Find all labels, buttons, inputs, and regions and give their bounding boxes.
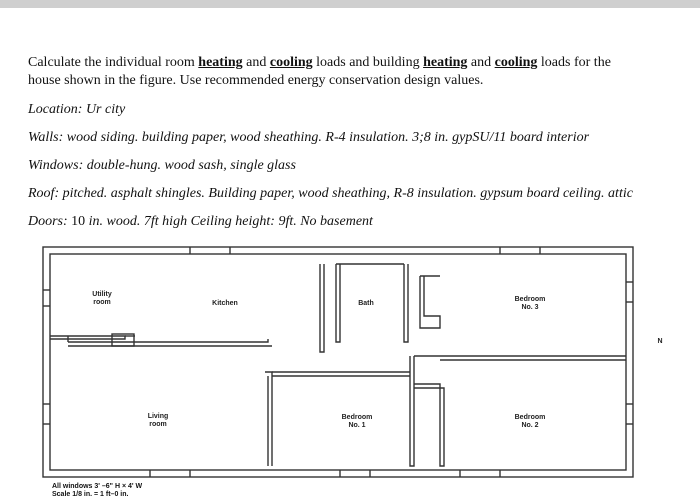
outer-wall [43,247,633,477]
living-room-label: Living room [147,413,169,428]
north-label: N [657,338,663,345]
text-segment: 10 [71,214,86,229]
cooling-keyword: cooling [494,55,538,70]
text-segment: house shown in the figure. Use recommended energy conservation design values. [28,73,484,88]
doors-line [28,213,678,231]
utility-wall [50,336,125,339]
bedroom-wall [410,356,414,466]
closet-wall [414,384,444,466]
cooling-keyword: cooling [269,55,313,70]
bath-wall [336,264,340,342]
bedroom1-label: Bedroom No. 1 [341,414,373,429]
closet-wall [420,276,440,328]
text-segment: Calculate the individual room [28,55,199,70]
utility-room-label: Utility room [92,291,112,306]
text-segment: loads for the [537,55,611,70]
location-line: Location: Ur city [28,102,126,117]
bedroom3-label: Bedroom No. 3 [514,296,546,311]
kitchen-label: Kitchen [212,300,238,307]
bath-wall [404,264,408,342]
roof-line: Roof: pitched. asphalt shingles. Building paper, wood sheathing, R-8 insulation. gypsum board ceiling. attic [28,186,633,201]
inner-wall [50,254,626,470]
text-segment: Doors: [28,214,72,229]
scale-note: Scale 1/8 in. = 1 ft–0 in. [52,491,129,498]
text-segment: in. wood. 7ft high Ceiling height: 9ft. No basement [85,214,373,229]
heating-keyword: heating [423,55,468,70]
text-segment: and [467,55,495,70]
text-segment: loads and building [312,55,424,70]
problem-statement [28,54,678,90]
walls-line: Walls: wood siding. building paper, wood sheathing. R-4 insulation. 3;8 in. gypSU/11 board interior [28,130,590,145]
floor-plan [40,244,640,484]
heating-keyword: heating [198,55,243,70]
windows-note: All windows 3' –6" H × 4' W [52,483,143,490]
windows-line: Windows: double-hung. wood sash, single glass [28,158,296,173]
bedroom2-label: Bedroom No. 2 [514,414,546,429]
top-border [0,0,700,8]
bath-label: Bath [358,300,374,307]
text-segment: and [242,55,270,70]
bath-wall [320,264,324,352]
